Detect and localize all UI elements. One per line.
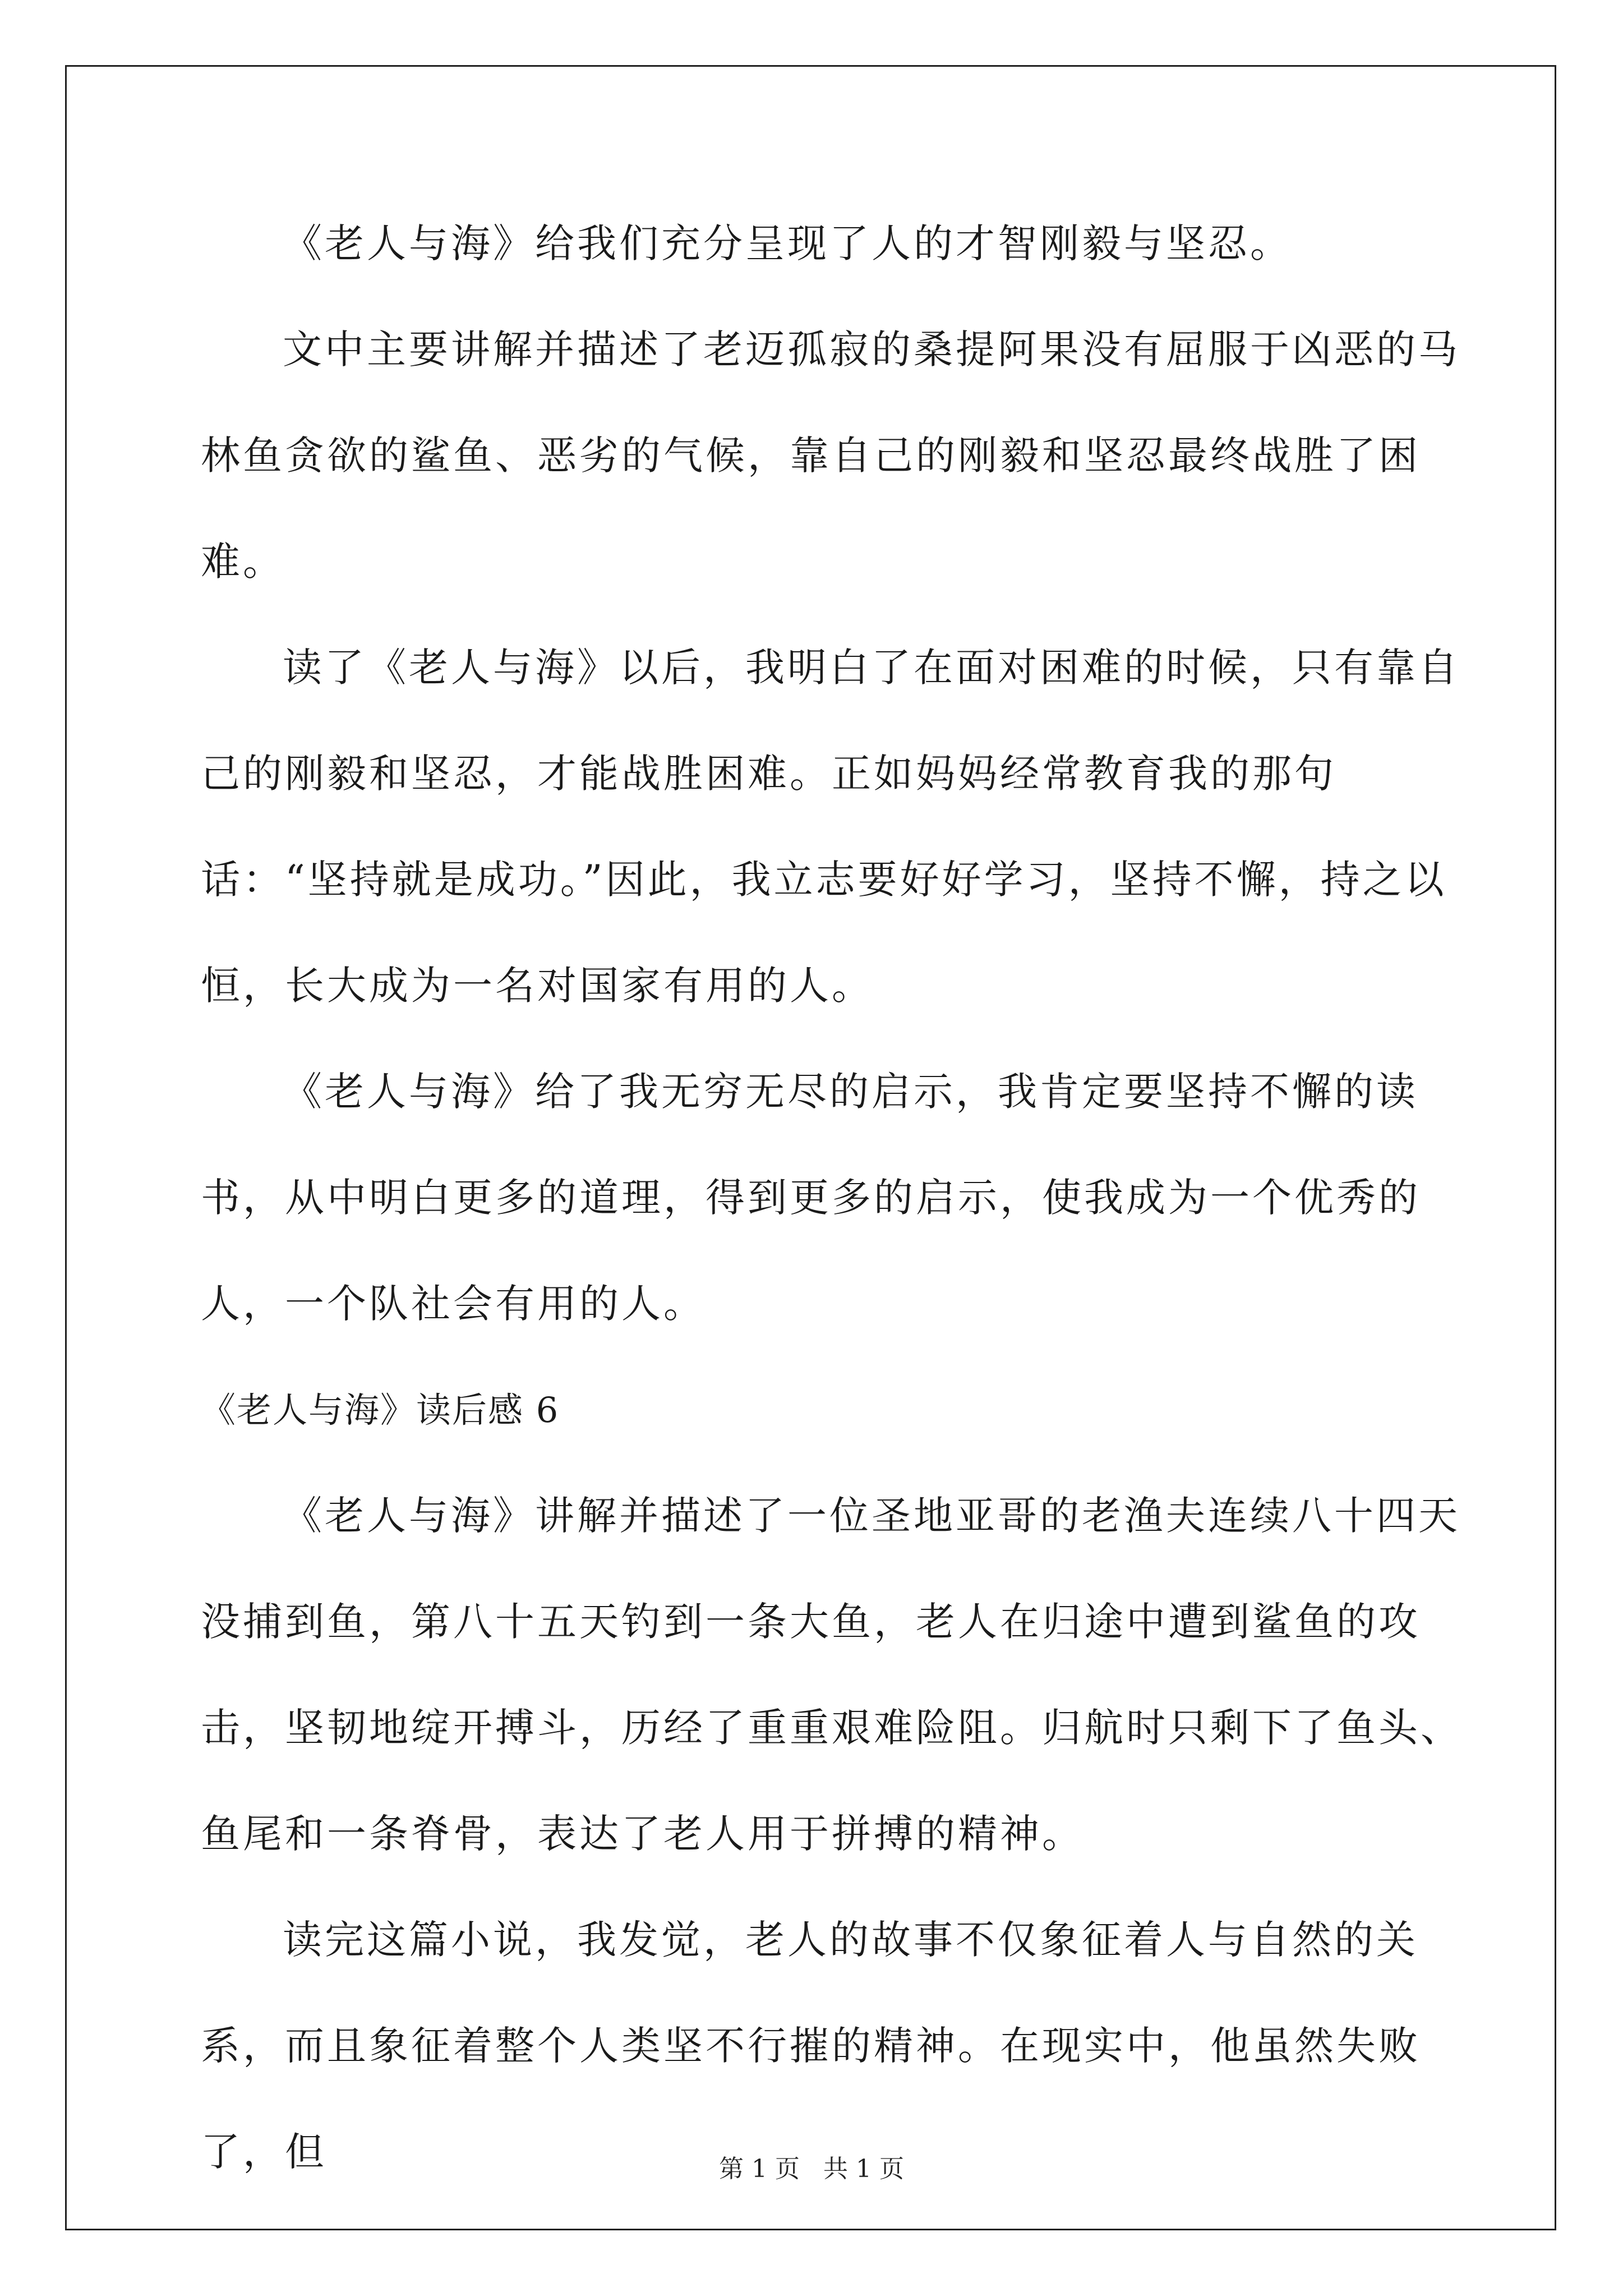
section-heading: 《老人与海》读后感 6 — [201, 1389, 560, 1430]
document-body — [201, 191, 1468, 2205]
page-number: 第 1 页 — [719, 2155, 800, 2183]
paragraph-4: 《老人与海》给了我无穷无尽的启示，我肯定要坚持不懈的读书，从中明白更多的道理，得到更多的启示，使我成为一个优秀的人，一个队社会有用的人。 — [201, 1069, 1421, 1327]
page-total: 共 1 页 — [823, 2155, 904, 2183]
paragraph-2: 文中主要讲解并描述了老迈孤寂的桑提阿果没有屈服于凶恶的马林鱼贪欲的鲨鱼、恶劣的气候，靠自己的刚毅和坚忍最终战胜了困难。 — [201, 326, 1460, 585]
paragraph-1: 《老人与海》给我们充分呈现了人的才智刚毅与坚忍。 — [283, 220, 1292, 266]
page-footer — [0, 2148, 1623, 2184]
paragraph-5: 《老人与海》讲解并描述了一位圣地亚哥的老渔夫连续八十四天没捕到鱼，第八十五天钓到一条大鱼，老人在归途中遭到鲨鱼的攻击，坚韧地绽开搏斗，历经了重重艰难险阻。归航时只剩下了鱼头、鱼尾和一条脊骨，表达了老人用于拼搏的精神。 — [201, 1493, 1463, 1857]
paragraph-3: 读了《老人与海》以后，我明白了在面对困难的时候，只有靠自己的刚毅和坚忍，才能战胜困难。正如妈妈经常教育我的那句话：“坚持就是成功。”因此，我立志要好好学习，坚持不懈，持之以恒，长大成为一名对国家有用的人。 — [201, 645, 1460, 1009]
paragraph-6: 读完这篇小说，我发觉，老人的故事不仅象征着人与自然的关系，而且象征着整个人类坚不行摧的精神。在现实中，他虽然失败了，但 — [201, 1917, 1421, 2175]
